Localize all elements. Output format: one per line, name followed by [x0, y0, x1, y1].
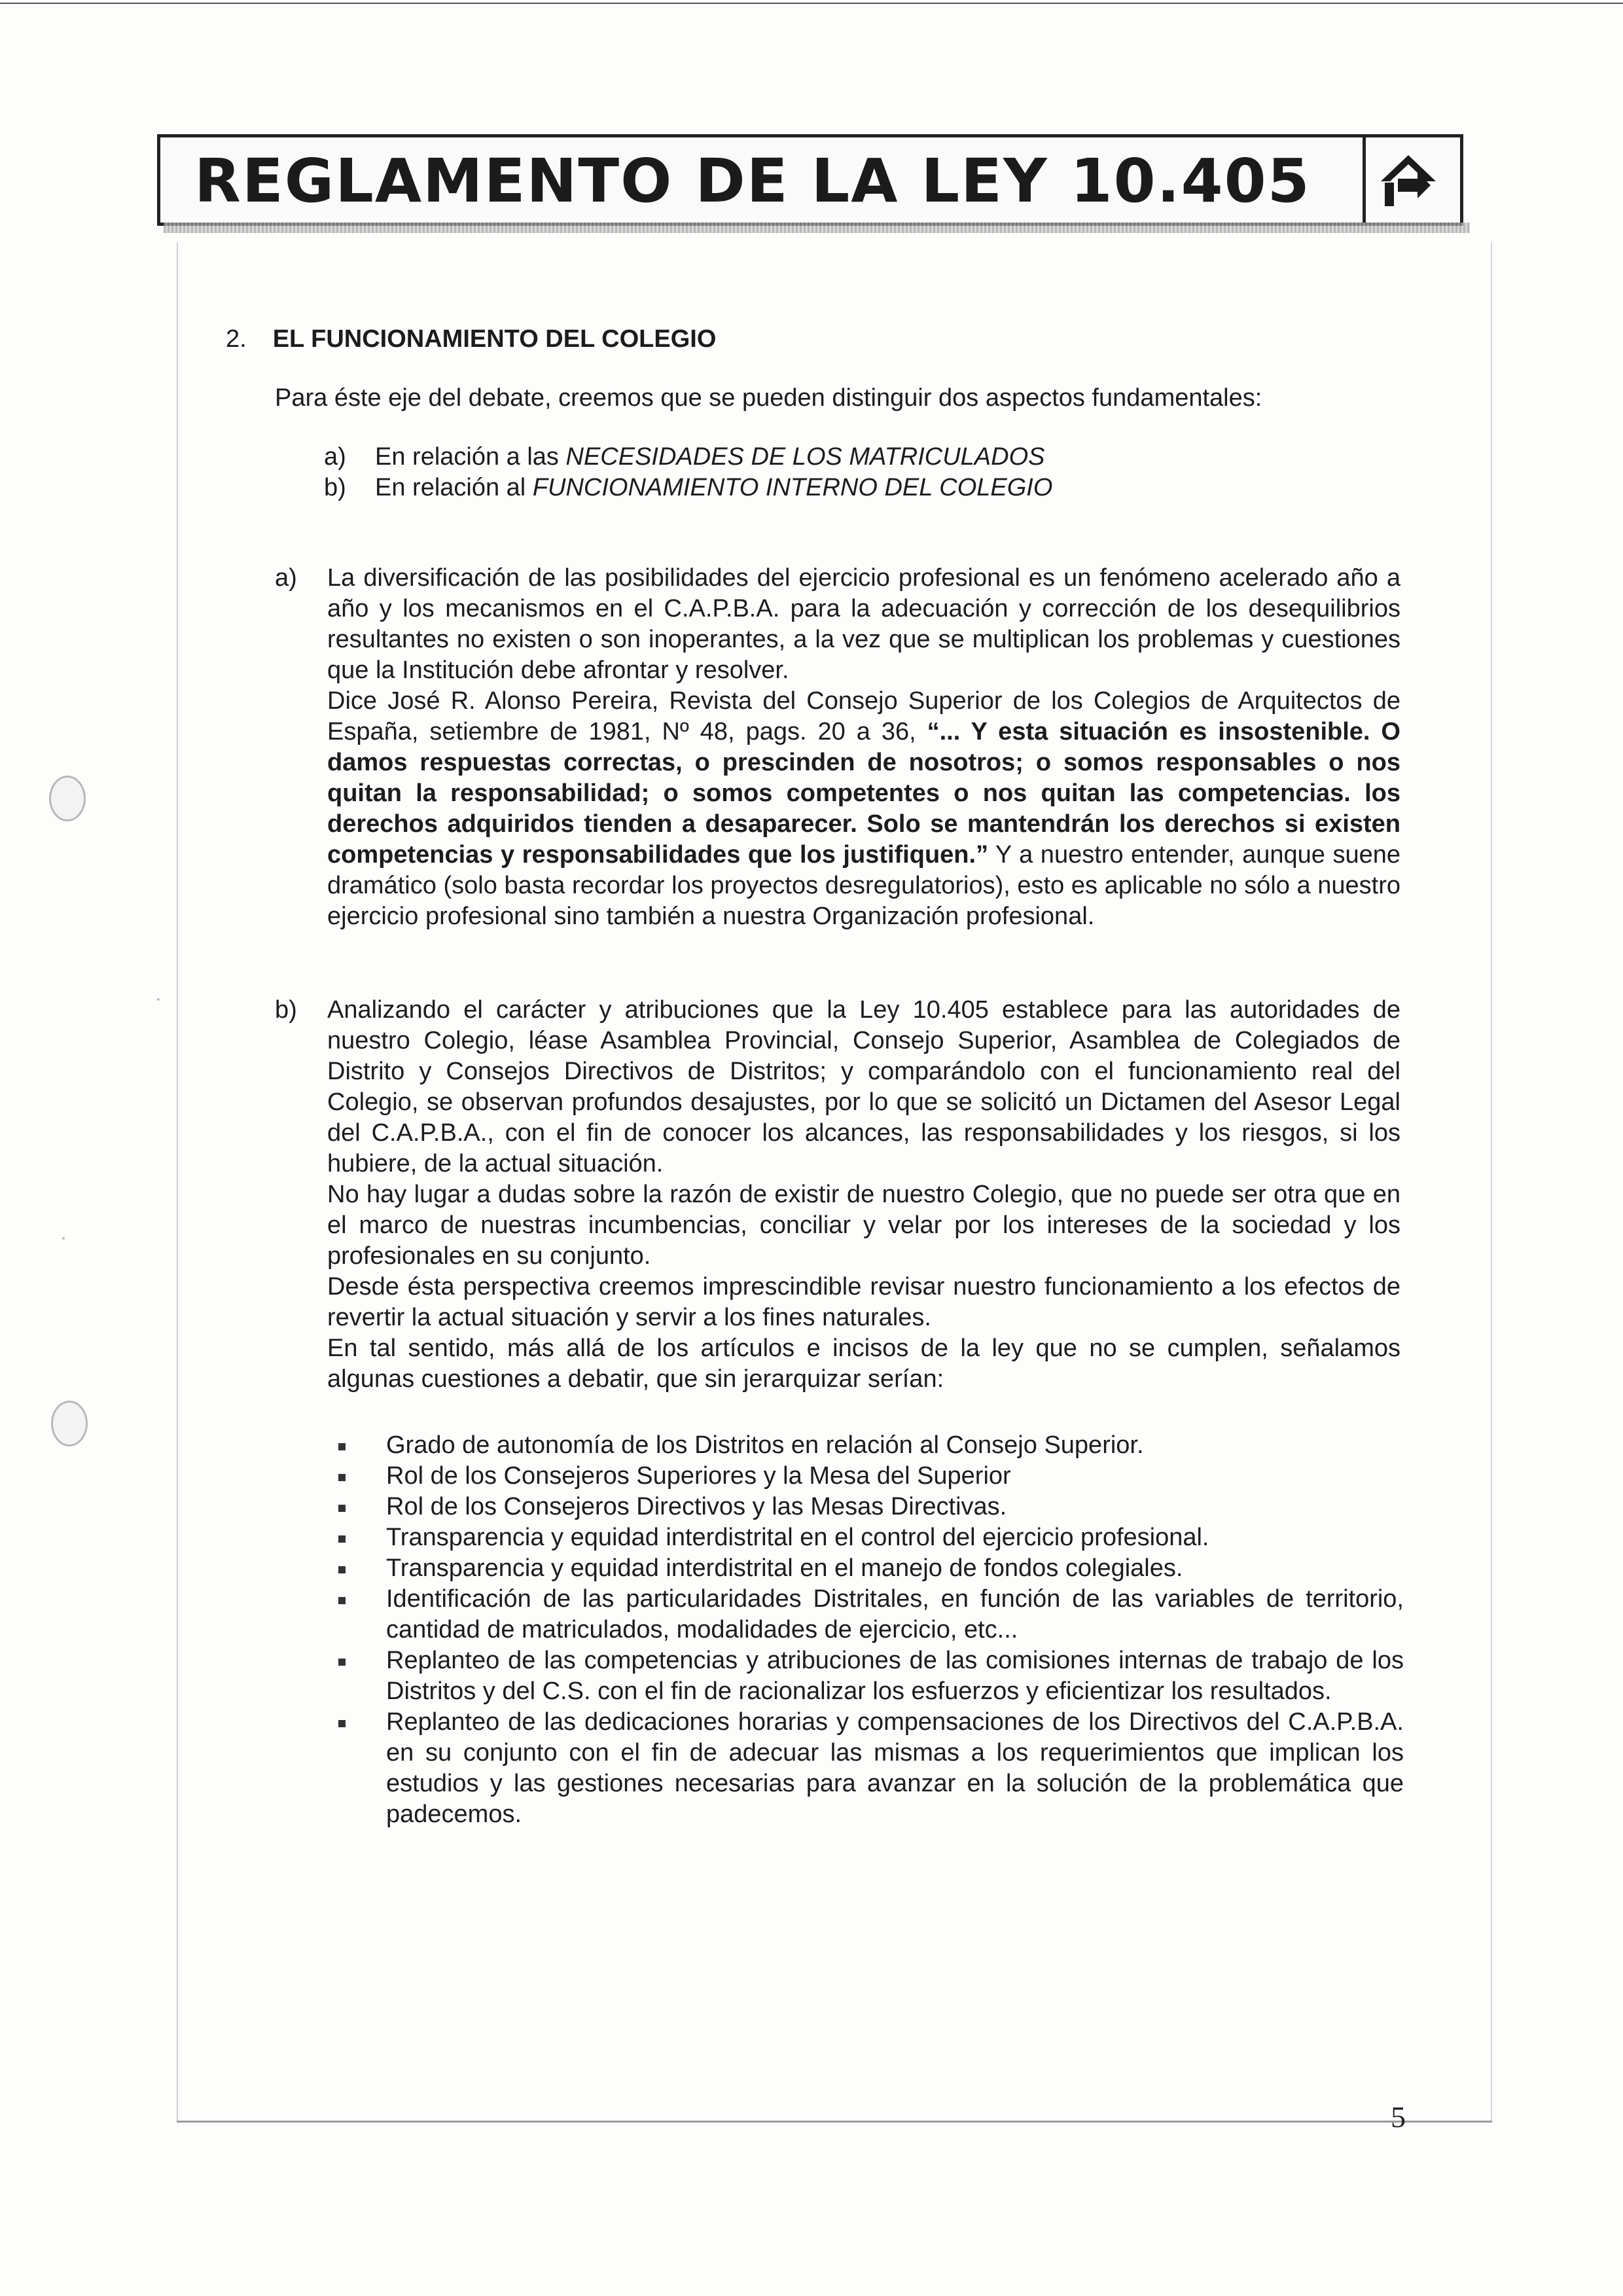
list-item: Transparencia y equidad interdistrital en el control del ejercicio profesional. — [327, 1522, 1404, 1553]
aspect-item — [324, 442, 1463, 473]
aspect-marker: b) — [324, 474, 346, 501]
list-item: Replanteo de las competencias y atribuciones de las comisiones internas de trabajo de los Distritos y del C.S. con el fin de racionalizar los esfuerzos y eficientizar los resultados. — [327, 1645, 1404, 1707]
section-number: 2. — [226, 325, 247, 353]
section-title: EL FUNCIONAMIENTO DEL COLEGIO — [272, 325, 717, 353]
bullet-square-icon — [338, 1720, 346, 1727]
document-title: REGLAMENTO DE LA LEY 10.405 — [194, 146, 1311, 216]
punch-hole — [49, 776, 86, 821]
bullet-square-icon — [338, 1566, 346, 1573]
top-edge-rule — [0, 3, 1623, 4]
list-item: Identificación de las particularidades Distritales, en función de las variables de territorio, cantidad de matriculados, modalidades de ejercicio, etc... — [327, 1584, 1404, 1645]
list-item: Replanteo de las dedicaciones horarias y compensaciones de los Directivos del C.A.P.B.A. en su conjunto con el fin de adecuar las mismas a los requerimientos que implican los estudios y las gestiones necesarias para avanzar en la solución de la problemática que padecemos. — [327, 1707, 1404, 1830]
list-item: Rol de los Consejeros Superiores y la Mesa del Superior — [327, 1461, 1404, 1492]
aspect-emphasis: FUNCIONAMIENTO INTERNO DEL COLEGIO — [532, 474, 1053, 501]
list-item: Transparencia y equidad interdistrital en el manejo de fondos colegiales. — [327, 1553, 1404, 1584]
bold-quote: “... Y esta situación es insostenible. O damos respuestas correctas, o prescinden de nosotros; o somos responsables o nos quitan la responsabilidad; o somos competentes o nos quitan las competencias. los derechos adquiridos tienden a desaparecer. Solo se mantendrán los derechos si existen competencias y responsabilidades que los justifiquen.” — [327, 718, 1400, 869]
paragraph-a — [275, 563, 1400, 932]
paragraph-text: No hay lugar a dudas sobre la razón de existir de nuestro Colegio, que no puede ser otra que en el marco de nuestras incumbencias, conciliar y velar por los intereses de la sociedad y los profesionales en su conjunto. — [327, 1181, 1400, 1270]
list-item: Grado de autonomía de los Distritos en relación al Consejo Superior. — [327, 1430, 1404, 1461]
bullet-square-icon — [338, 1505, 346, 1512]
paragraph-text: En tal sentido, más allá de los artículos e incisos de la ley que no se cumplen, señalamos algunas cuestiones a debatir, que sin jerarquizar serían: — [327, 1335, 1400, 1393]
document-header — [157, 134, 1463, 226]
citation-text: Dice José R. Alonso Pereira, Revista del Consejo Superior de los Colegios de Arquitectos de España, setiembre de 1981, Nº 48, pags. 20 a 36, — [327, 687, 1400, 745]
roof-arrow-logo-icon — [1369, 141, 1448, 219]
list-item: Rol de los Consejeros Directivos y las Mesas Directivas. — [327, 1492, 1404, 1522]
section-intro: Para éste eje del debate, creemos que se pueden distinguir dos aspectos fundamentales: — [275, 384, 1262, 412]
paragraph-b — [275, 995, 1400, 1395]
paragraph-text: Analizando el carácter y atribuciones que la Ley 10.405 establece para las autoridades de nuestro Colegio, léase Asamblea Provincial, Consejo Superior, Asamblea de Colegiados de Distrito y Consejos Directivos de Distritos; y comparándolo con el funcionamiento real del Colegio, se observan profundos desajustes, por lo que se solicitó un Dictamen del Asesor Legal del C.A.P.B.A., con el fin de conocer los alcances, las responsabilidades y los riesgos, si los hubiere, de la actual situación. — [327, 996, 1400, 1177]
bullet-square-icon — [338, 1659, 346, 1666]
paragraph-citation — [327, 686, 1400, 932]
page-number: 5 — [1391, 2100, 1406, 2134]
aspect-item — [324, 473, 1463, 503]
aspect-list — [324, 442, 1463, 503]
bullet-square-icon — [338, 1597, 346, 1604]
paragraph-marker: a) — [275, 564, 297, 592]
bullet-square-icon — [338, 1535, 346, 1543]
section-heading — [226, 324, 716, 355]
scan-speck — [62, 1237, 65, 1240]
frame-bottom-line — [177, 2121, 1492, 2123]
header-logo — [1363, 137, 1451, 223]
paragraph-marker: b) — [275, 996, 297, 1024]
frame-left-line — [177, 242, 178, 2121]
paragraph-text: Desde ésta perspectiva creemos imprescindible revisar nuestro funcionamiento a los efectos de revertir la actual situación y servir a los fines naturales. — [327, 1273, 1400, 1331]
debate-issues-list — [327, 1430, 1404, 1830]
paragraph-text: Y a nuestro entender, aunque suene dramático (solo basta recordar los proyectos desregulatorios), esto es aplicable no sólo a nuestro ejercicio profesional sino también a nuestra Organización profesional. — [327, 841, 1400, 930]
frame-right-line — [1491, 242, 1492, 2121]
aspect-prefix: En relación al — [375, 474, 533, 501]
paragraph-text: La diversificación de las posibilidades del ejercicio profesional es un fenómeno acelerado año a año y los mecanismos en el C.A.P.B.A. para la adecuación y corrección de los desequilibrios resultantes no existen o son inoperantes, a la vez que se multiplican los problemas y cuestiones que la Institución debe afrontar y resolver. — [327, 564, 1400, 684]
scan-speck — [157, 998, 160, 1001]
aspect-emphasis: NECESIDADES DE LOS MATRICULADOS — [565, 443, 1045, 471]
aspect-marker: a) — [324, 443, 346, 471]
bullet-square-icon — [338, 1474, 346, 1481]
aspect-prefix: En relación a las — [375, 443, 566, 471]
header-shadow — [164, 223, 1470, 233]
punch-hole — [51, 1401, 88, 1446]
bullet-square-icon — [338, 1443, 346, 1450]
